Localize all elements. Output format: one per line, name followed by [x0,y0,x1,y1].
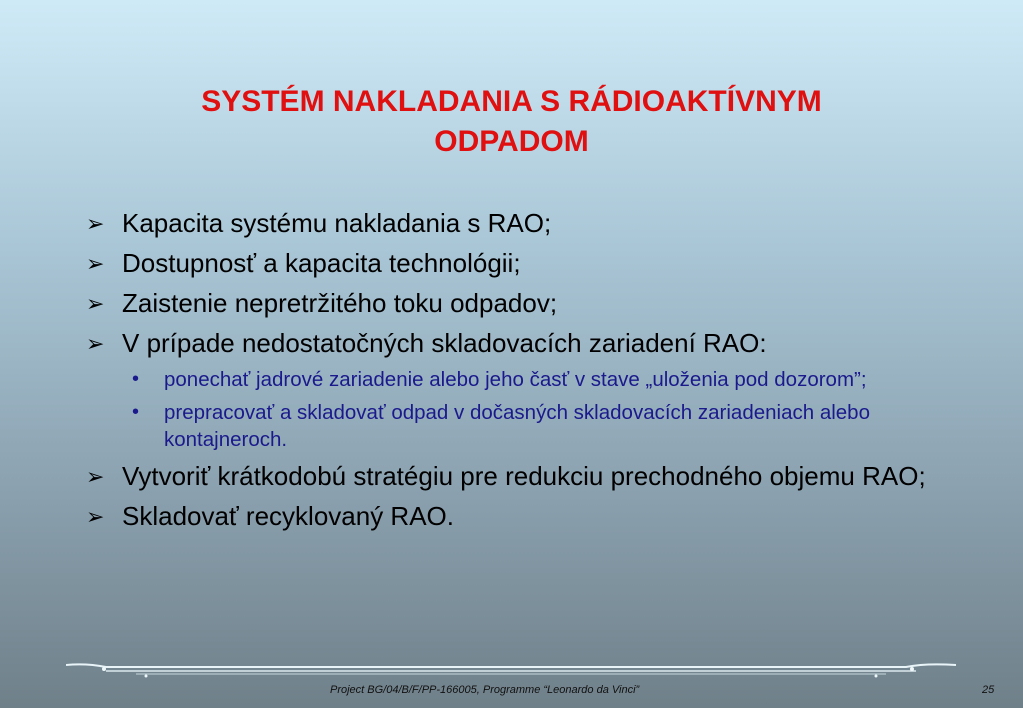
footer-decorative-line [66,657,956,687]
arrow-bullet-icon: ➢ [86,291,105,316]
bullet-list [86,208,966,541]
list-item: ➢ Zaistenie nepretržitého toku odpadov; [86,288,558,318]
footer-text: Project BG/04/B/F/PP-166005, Programme “Leonardo da Vinci” [330,684,640,696]
arrow-bullet-icon: ➢ [86,211,105,236]
sub-list-item: • prepracovať a skladovať odpad v dočasných skladovacích zariadeniach alebo kontajneroch. [132,401,870,451]
list-item: ➢ Kapacita systému nakladania s RAO; [86,208,552,238]
list-item: ➢ Dostupnosť a kapacita technológii; [86,248,521,278]
arrow-bullet-icon: ➢ [86,504,105,529]
list-item: ➢ V prípade nedostatočných skladovacích zariadení RAO: [86,328,767,358]
title-line-1: SYSTÉM NAKLADANIA S RÁDIOAKTÍVNYM [201,85,822,118]
slide-title [60,82,963,162]
arrow-bullet-icon: ➢ [86,251,105,276]
arrow-bullet-icon: ➢ [86,331,105,356]
list-item: ➢ Skladovať recyklovaný RAO. [86,501,454,531]
dot-bullet-icon: • [132,368,140,390]
page-number: 25 [982,684,995,696]
dot-bullet-icon: • [132,401,140,423]
list-item: ➢ Vytvoriť krátkodobú stratégiu pre redukciu prechodného objemu RAO; [86,461,926,491]
sub-list-item: • ponechať jadrové zariadenie alebo jeho časť v stave „uloženia pod dozorom”; [132,368,867,391]
arrow-bullet-icon: ➢ [86,464,105,489]
title-line-2: ODPADOM [434,125,589,158]
